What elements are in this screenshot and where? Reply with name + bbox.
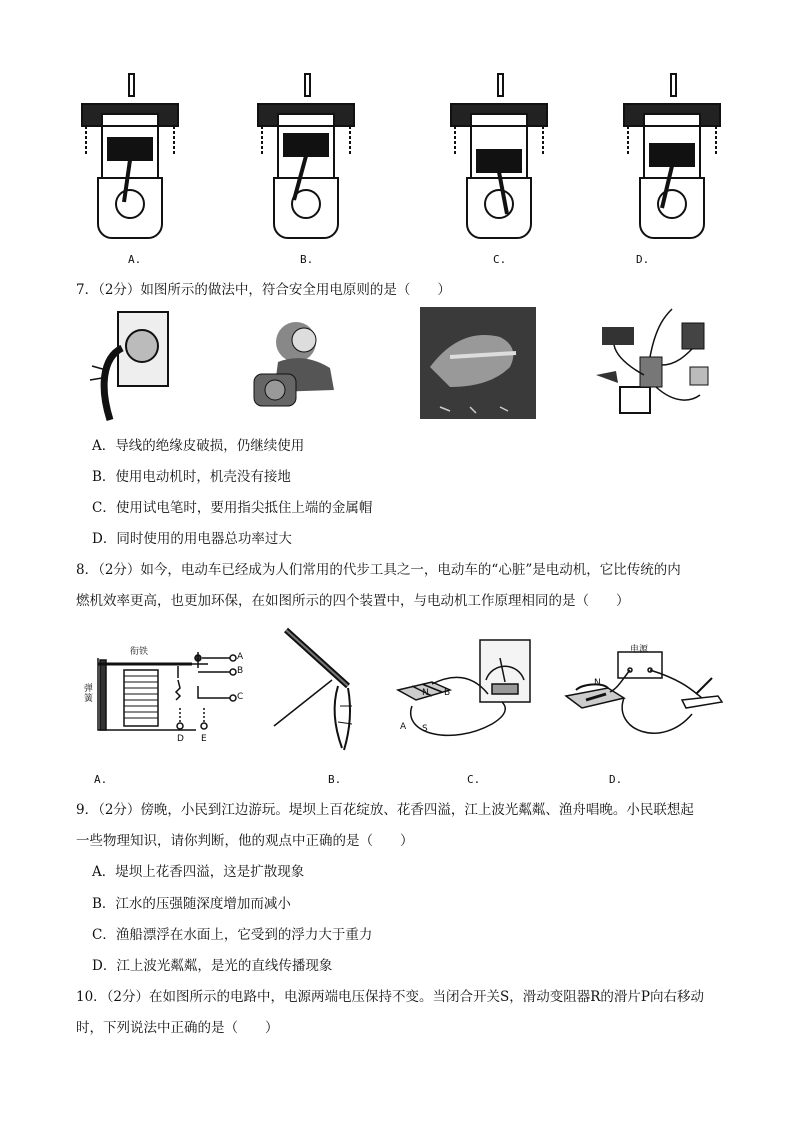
q7-option-a: A．导线的绝缘皮破损，仍继续使用	[92, 438, 305, 454]
engine-label-a: A.	[128, 253, 142, 266]
q8-figure-b-magnet-clips	[262, 626, 362, 756]
q7-option-b: B．使用电动机时，机壳没有接地	[92, 469, 291, 485]
q8-fig-c-a-label: A	[400, 722, 407, 732]
q10-stem-line-2: 时，下列说法中正确的是（ ）	[76, 1020, 279, 1036]
q8-fig-a-terminal-c: C	[237, 692, 244, 702]
q9-option-a: A．堤坝上花香四溢，这是扩散现象	[92, 864, 305, 880]
q8-fig-a-terminal-d: D	[177, 734, 184, 744]
q8-fig-c-n-label: N	[422, 688, 429, 698]
q8-stem-line-2: 燃机效率更高，也更加环保，在如图所示的四个装置中，与电动机工作原理相同的是（ ）	[76, 593, 630, 609]
engine-figure-a	[78, 74, 182, 242]
q8-fig-a-armature-label: 衔铁	[130, 647, 149, 657]
engine-label-b: B.	[300, 253, 314, 266]
q7-stem: 7．（2分）如图所示的做法中，符合安全用电原则的是（ ）	[76, 282, 451, 298]
q8-figure-a-relay	[80, 638, 250, 748]
q7-figure-b-motor-user	[248, 312, 348, 412]
q8-fig-a-spring-label: 弹簧	[84, 684, 94, 704]
q8-figure-c-galvanometer	[392, 634, 552, 752]
q8-fig-a-terminal-e: E	[201, 734, 207, 744]
q7-option-c: C．使用试电笔时，要用指尖抵住上端的金属帽	[92, 500, 373, 516]
q8-fig-c-b-label: B	[444, 688, 451, 698]
q9-stem-line-1: 9．（2分）傍晚，小民到江边游玩。堤坝上百花绽放、花香四溢，江上波光粼粼、渔舟唱晚。小民联想起	[76, 802, 694, 818]
q7-figure-a-damaged-plug	[82, 308, 174, 423]
engine-label-c: C.	[493, 253, 507, 266]
q10-stem-line-1: 10．（2分）在如图所示的电路中，电源两端电压保持不变。当闭合开关S，滑动变阻器R的滑片P向右移动	[76, 989, 705, 1005]
q9-option-c: C．渔船漂浮在水面上，它受到的浮力大于重力	[92, 927, 373, 943]
q8-label-a: A.	[94, 773, 108, 786]
q8-fig-d-power-label: 电源	[630, 645, 649, 655]
q8-fig-a-terminal-a: A	[237, 652, 244, 662]
q7-option-d: D．同时使用的用电器总功率过大	[92, 531, 292, 547]
q8-stem-line-1: 8．（2分）如今，电动车已经成为人们常用的代步工具之一，电动车的“心脏”是电动机，它比传统的内	[76, 562, 681, 578]
q8-label-d: D.	[609, 773, 623, 786]
engine-figure-b	[254, 74, 358, 242]
engine-label-d: D.	[636, 253, 650, 266]
q8-fig-c-s-label: S	[422, 724, 428, 734]
q9-option-b: B．江水的压强随深度增加而减小	[92, 896, 291, 912]
engine-figure-d	[620, 74, 724, 242]
q8-fig-a-terminal-b: B	[237, 666, 244, 676]
q8-label-b: B.	[328, 773, 342, 786]
q8-fig-d-n-label: N	[594, 678, 601, 688]
q8-figure-d-motor-circuit	[562, 640, 726, 750]
q7-figure-d-overloaded-socket	[596, 305, 720, 427]
q9-option-d: D．江上波光粼粼，是光的直线传播现象	[92, 958, 333, 974]
engine-figure-c	[447, 74, 551, 242]
q8-label-c: C.	[467, 773, 481, 786]
q9-stem-line-2: 一些物理知识，请你判断，他的观点中正确的是（ ）	[76, 833, 414, 849]
q7-figure-c-test-pen	[420, 307, 536, 419]
